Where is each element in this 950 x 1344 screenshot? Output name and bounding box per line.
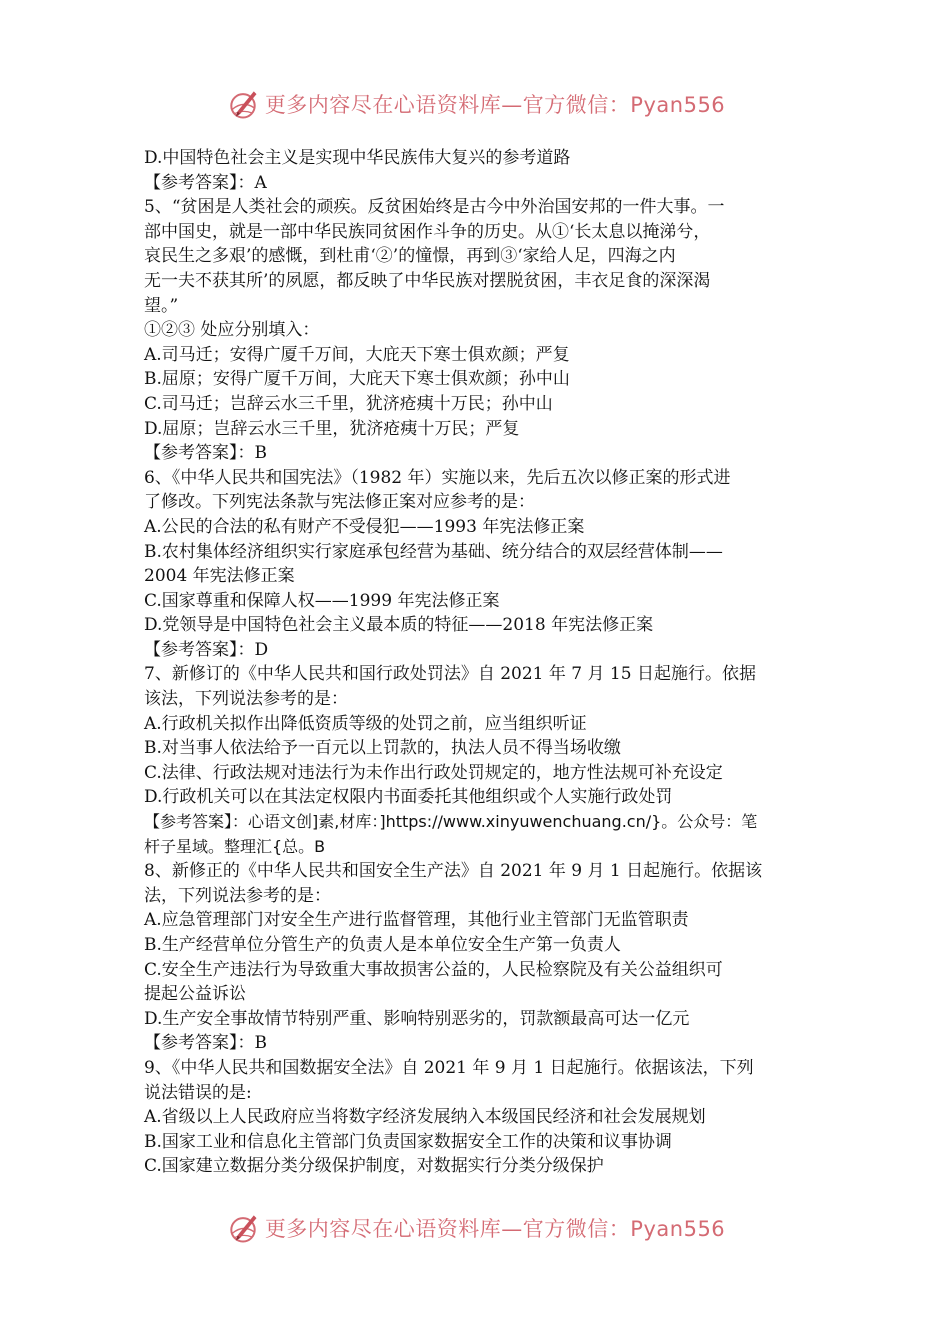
text-line: 了修改。下列宪法条款与宪法修正案对应参考的是：	[144, 492, 535, 513]
text-line: 6、《中华人民共和国宪法》（1982 年）实施以来，先后五次以修正案的形式进	[144, 467, 731, 488]
text-line: 【参考答案】：A	[144, 172, 267, 193]
text-line: B.农村集体经济组织实行家庭承包经营为基础、统分结合的双层经营体制——	[144, 541, 723, 562]
header-banner-inner	[225, 86, 725, 122]
text-line: A.司马迁；安得广厦千万间，大庇天下寒士俱欢颜；严复	[144, 344, 570, 365]
footer-banner-inner	[225, 1210, 725, 1246]
text-line: D.党领导是中国特色社会主义最本质的特征——2018 年宪法修正案	[144, 615, 654, 636]
text-line: B.对当事人依法给予一百元以上罚款的，执法人员不得当场收缴	[144, 738, 621, 759]
header-banner-text: 更多内容尽在心语资料库—官方微信：Pyan556	[264, 93, 726, 117]
text-line: 法，下列说法参考的是：	[144, 885, 331, 906]
text-line: 5、“贫困是人类社会的顽疾。反贫困始终是古今中外治国安邦的一件大事。一	[144, 197, 725, 218]
text-line: 无一夫不获其所’的夙愿，都反映了中华民族对摆脱贫困，丰衣足食的深深渴	[144, 270, 711, 291]
text-line: A.公民的合法的私有财产不受侵犯——1993 年宪法修正案	[144, 516, 585, 537]
text-line: C.国家建立数据分类分级保护制度，对数据实行分类分级保护	[144, 1156, 604, 1177]
text-line: D.屈原；岂辞云水三千里，犹济疮痍十万民；严复	[144, 418, 520, 439]
text-line: A.省级以上人民政府应当将数字经济发展纳入本级国民经济和社会发展规划	[144, 1107, 706, 1128]
text-line: 提起公益诉讼	[144, 984, 246, 1005]
text-line: D.中国特色社会主义是实现中华民族伟大复兴的参考道路	[144, 148, 571, 168]
text-line: D.行政机关可以在其法定权限内书面委托其他组织或个人实施行政处罚	[144, 787, 673, 808]
pen-sphere-logo-icon	[225, 86, 261, 122]
text-line: B.国家工业和信息化主管部门负责国家数据安全工作的决策和议事协调	[144, 1131, 672, 1152]
text-line: 哀民生之多艰’的感慨，到杜甫‘②’的憧憬，再到③‘家给人足，四海之内	[144, 246, 676, 267]
text-line: 8、新修正的《中华人民共和国安全生产法》自 2021 年 9 月 1 日起施行。依据该	[144, 861, 763, 882]
text-line: A.应急管理部门对安全生产进行监督管理，其他行业主管部门无监管职责	[144, 910, 689, 931]
document-body	[144, 146, 814, 1179]
footer-banner	[0, 1208, 950, 1248]
text-line: 【参考答案】：D	[144, 639, 269, 660]
text-line: 该法，下列说法参考的是：	[144, 689, 348, 710]
text-line: 2004 年宪法修正案	[144, 566, 295, 587]
text-line: B.生产经营单位分管生产的负责人是本单位安全生产第一负责人	[144, 935, 621, 955]
text-line: D.生产安全事故情节特别严重、影响特别恶劣的，罚款额最高可达一亿元	[144, 1008, 690, 1029]
text-line: 9、《中华人民共和国数据安全法》自 2021 年 9 月 1 日起施行。依据该法，下列	[144, 1057, 754, 1078]
text-line: 【参考答案】：B	[144, 443, 267, 464]
header-banner	[0, 84, 950, 124]
pen-sphere-logo-icon	[225, 1210, 261, 1246]
text-line: 杆子星域。整理汇{总。B	[144, 836, 326, 856]
text-line: 部中国史，就是一部中华民族同贫困作斗争的历史。从①‘长太息以掩涕兮，	[144, 221, 711, 242]
text-line: 【参考答案】：B	[144, 1033, 267, 1054]
footer-banner-text: 更多内容尽在心语资料库—官方微信：Pyan556	[264, 1217, 726, 1241]
text-line: 说法错误的是:	[144, 1082, 252, 1103]
text-line: A.行政机关拟作出降低资质等级的处罚之前，应当组织听证	[144, 713, 587, 734]
text-line: 【参考答案】：心语文创]素,材库：]https://www.xinyuwenchuang.cn/}。公众号：笔	[144, 812, 758, 832]
text-line: C.国家尊重和保障人权——1999 年宪法修正案	[144, 590, 500, 611]
text-line: C.安全生产违法行为导致重大事故损害公益的，人民检察院及有关公益组织可	[144, 959, 723, 980]
text-line: 望。”	[144, 295, 179, 316]
text-line: C.法律、行政法规对违法行为未作出行政处罚规定的，地方性法规可补充设定	[144, 762, 723, 783]
text-line: B.屈原；安得广厦千万间，大庇天下寒士俱欢颜；孙中山	[144, 369, 570, 390]
text-line: C.司马迁；岂辞云水三千里，犹济疮痍十万民；孙中山	[144, 393, 553, 414]
text-line: ①②③ 处应分别填入：	[144, 320, 320, 341]
text-line: 7、新修订的《中华人民共和国行政处罚法》自 2021 年 7 月 15 日起施行。依据	[144, 664, 756, 685]
